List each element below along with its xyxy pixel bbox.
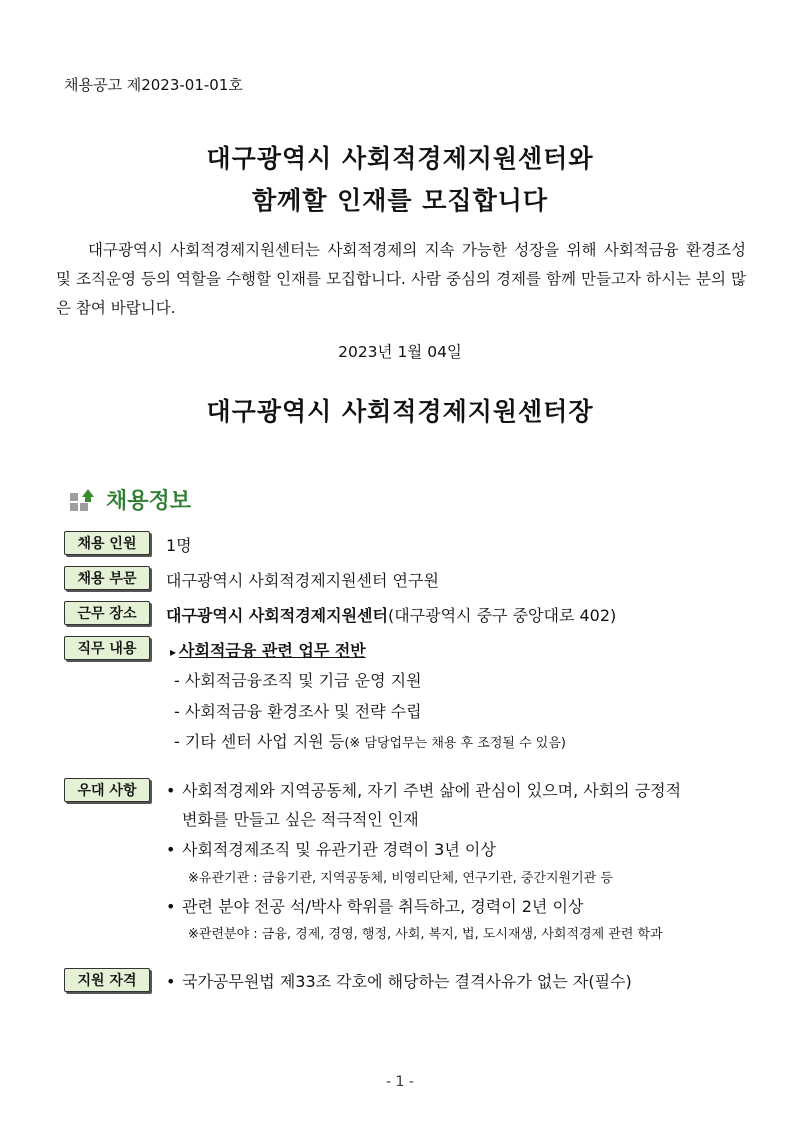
duty-item-2: - 사회적금융 환경조사 및 전략 수립 (174, 702, 422, 721)
preferred-item-2-text: 사회적경제조직 및 유관기관 경력이 3년 이상 (182, 840, 496, 859)
preferred-item-1-line-2: 변화를 만들고 싶은 적극적인 인재 (182, 810, 419, 829)
qualification-item (166, 969, 632, 992)
notice-number: 채용공고 제2023-01-01호 (64, 76, 243, 94)
preferred-item-3-note: ※관련분야 : 금융, 경제, 경영, 행정, 사회, 복지, 법, 도시재생, 사회적경제 관련 학과 (188, 927, 663, 942)
bullet-icon: • (166, 781, 176, 800)
location-badge: 근무 장소 (64, 601, 150, 625)
preferred-item-2 (166, 837, 496, 860)
page-number: - 1 - (386, 1074, 414, 1090)
bullet-icon: • (166, 840, 176, 859)
title-line-1: 대구광역시 사회적경제지원센터와 (206, 144, 594, 173)
department-badge: 채용 부문 (64, 566, 150, 590)
location-address: (대구광역시 중구 중앙대로 402) (387, 606, 617, 625)
duties-heading-line (170, 638, 366, 661)
preferred-item-1-text: 사회적경제와 지역공동체, 자기 주변 삶에 관심이 있으며, 사회의 긍정적 (182, 781, 682, 800)
qualification-badge: 지원 자격 (64, 968, 150, 992)
notice-date: 2023년 1월 04일 (338, 343, 462, 361)
department-value: 대구광역시 사회적경제지원센터 연구원 (166, 571, 439, 590)
duty-item-3 (174, 729, 566, 752)
location-name: 대구광역시 사회적경제지원센터 (166, 606, 388, 625)
title-line-2: 함께할 인재를 모집합니다 (251, 186, 549, 215)
preferred-item-1-line-1 (166, 778, 681, 801)
headcount-badge: 채용 인원 (64, 531, 150, 555)
qualification-item-text: 국가공무원법 제33조 각호에 해당하는 결격사유가 없는 자(필수) (182, 972, 632, 991)
preferred-item-3-text: 관련 분야 전공 석/박사 학위를 취득하고, 경력이 2년 이상 (182, 897, 584, 916)
green-squares-arrow-icon (70, 489, 94, 511)
intro-paragraph: 대구광역시 사회적경제지원센터는 사회적경제의 지속 가능한 성장을 위해 사회적금융 환경조성 및 조직운영 등의 역할을 수행할 인재를 모집합니다. 사람 중심의 경제를 함께 만들고자 하시는 분의 많은 참여 바랍니다. (56, 241, 746, 317)
duties-badge: 직무 내용 (64, 636, 150, 660)
bullet-icon: • (166, 897, 176, 916)
triangle-marker-icon: ▸ (170, 645, 177, 659)
section-title: 채용정보 (106, 489, 192, 514)
duty-item-3-text: - 기타 센터 사업 지원 등 (174, 732, 345, 751)
bullet-icon: • (166, 972, 176, 991)
preferred-item-2-note: ※유관기관 : 금융기관, 지역공동체, 비영리단체, 연구기관, 중간지원기관 등 (188, 871, 613, 886)
duty-item-1: - 사회적금융조직 및 기금 운영 지원 (174, 671, 422, 690)
organization-name: 대구광역시 사회적경제지원센터장 (206, 397, 594, 426)
duty-item-3-note: (※ 담당업무는 채용 후 조정될 수 있음) (344, 736, 566, 751)
section-header (70, 484, 191, 515)
duties-heading: 사회적금융 관련 업무 전반 (179, 641, 366, 660)
preferred-badge: 우대 사항 (64, 778, 150, 802)
headcount-value: 1명 (166, 536, 192, 555)
preferred-item-3 (166, 894, 583, 917)
location-value (166, 603, 616, 626)
